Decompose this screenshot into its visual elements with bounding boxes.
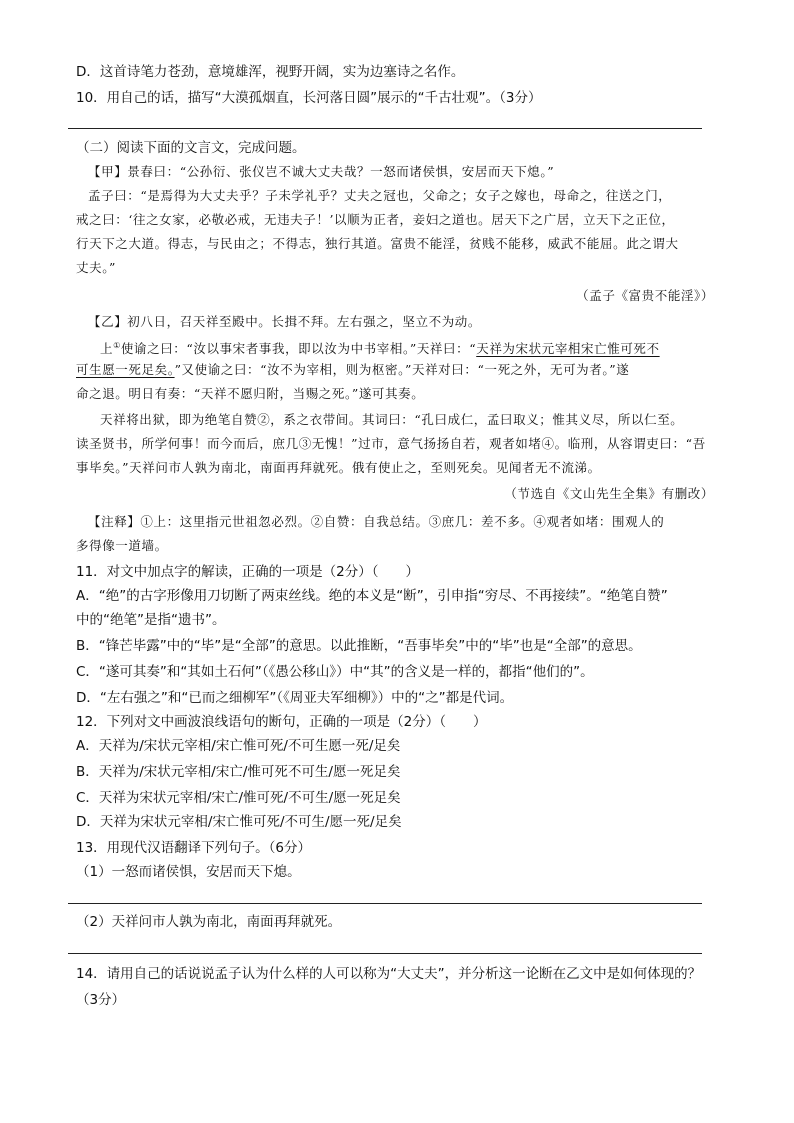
question-12-stem: 12．下列对文中画波浪线语句的断句，正确的一项是（2分）（ ） [76,714,487,730]
yi-paragraph-1: 【乙】初八日，召天祥至殿中。长揖不拜。左右强之，坚立不为动。 [88,314,482,329]
q11-option-d[interactable]: D．“左右强之”和“已而之细柳军”（《周亚夫军细柳》）中的“之”都是代词。 [76,690,514,706]
footnote-1-marker: ① [113,341,121,350]
yi-paragraph-3-line-3: 事毕矣。”天祥问市人孰为南北，南面再拜就死。俄有使止之，至则死矣。见闻者无不流涕。 [76,460,601,475]
answer-line-q13-1[interactable] [68,903,702,904]
yi-p2-text-2: ”又使谕之曰：“汝不为宰相，则为枢密。”天祥对曰：“一死之外，无可为者。”遂 [174,362,630,377]
notes-line-2: 多得像一道墙。 [76,538,168,553]
wavy-underlined-sentence-part-1: 天祥为宋状元宰相宋亡惟可死不 [476,341,660,357]
answer-line-q10[interactable] [68,128,702,129]
jia-paragraph-1: 【甲】景春曰：“公孙衍、张仪岂不诚大丈夫哉？一怒而诸侯惧，安居而天下熄。” [88,164,555,179]
q11-option-c[interactable]: C．“遂可其奏”和“其如土石何”（《愚公移山》）中“其”的含义是一样的，都指“他们的”。 [76,664,594,680]
q13-sentence-2: （2）天祥问市人孰为南北，南面再拜就死。 [76,914,342,930]
q12-option-a[interactable]: A．天祥为/宋状元宰相/宋亡惟可死/不可生愿一死/足矣 [76,738,401,754]
section-2-heading: （二）阅读下面的文言文，完成问题。 [76,140,306,156]
yi-paragraph-3-line-1: 天祥将出狱，即为绝笔自赞②，系之衣带间。其词曰：“孔曰成仁，孟曰取义；惟其义尽，所以仁至。 [100,412,684,427]
yi-p2-text: 使谕之曰：“汝以事宋者事我，即以汝为中书宰相。”天祥曰：“ [120,341,477,357]
q11-option-b[interactable]: B．“锋芒毕露”中的“毕”是“全部”的意思。以此推断，“吾事毕矣”中的“毕”也是“全部”的意思。 [76,638,642,654]
yi-paragraph-2-line-2 [76,360,629,380]
jia-paragraph-2-line-3: 行天下之大道。得志，与民由之；不得志，独行其道。富贵不能淫，贫贱不能移，威武不能屈。此之谓大 [76,236,679,251]
yi-paragraph-3-line-2: 读圣贤书，所学何事！而今而后，庶几③无愧！”过市，意气扬扬自若，观者如堵④。临刑，从容谓吏曰：“吾 [76,436,706,451]
question-14-line-1: 14．请用自己的话说说孟子认为什么样的人可以称为“大丈夫”，并分析这一论断在乙文中是如何体现的？ [76,966,702,982]
question-13-stem: 13．用现代汉语翻译下列句子。（6分） [76,840,312,856]
q9-option-d: D．这首诗笔力苍劲，意境雄浑，视野开阔，实为边塞诗之名作。 [76,64,465,80]
q12-option-b[interactable]: B．天祥为/宋状元宰相/宋亡/惟可死不可生/愿一死足矣 [76,764,401,780]
q12-option-c[interactable]: C．天祥为宋状元宰相/宋亡/惟可死/不可生/愿一死足矣 [76,790,401,806]
question-14-line-2: （3分） [76,992,126,1008]
q12-option-d[interactable]: D．天祥为宋状元宰相/宋亡惟可死/不可生/愿一死/足矣 [76,814,402,830]
q13-sentence-1: （1）一怒而诸侯惧，安居而天下熄。 [76,864,301,880]
jia-source: （孟子《富贵不能淫》） [576,288,714,303]
question-10: 10．用自己的话，描写“大漠孤烟直，长河落日圆”展示的“千古壮观”。（3分） [76,90,542,106]
wavy-underlined-sentence-part-2: 可生愿一死足矣。 [76,362,175,377]
q11-option-a-line-2[interactable]: 中的“绝笔”是指“遗书”。 [76,612,226,628]
jia-paragraph-2-line-4: 丈夫。” [76,260,117,275]
jia-paragraph-2-line-1: 孟子曰：“是焉得为大丈夫乎？子未学礼乎？丈夫之冠也，父命之；女子之嫁也，母命之，往送之门， [88,188,672,203]
notes-line-1: 【注释】①上：这里指元世祖忽必烈。②自赞：自我总结。③庶几：差不多。④观者如堵：围观人的 [88,514,665,529]
yi-paragraph-2-line-1 [100,336,660,359]
q11-option-a-line-1[interactable]: A．“绝”的古字形像用刀切断了两束丝线。绝的本义是“断”，引申指“穷尽、不再接续”。“绝笔自赞” [76,588,668,604]
question-11-stem: 11．对文中加点字的解读，正确的一项是（2分）（ ） [76,564,420,580]
yi-p2-shang: 上 [100,341,114,357]
jia-paragraph-2-line-2: 戒之曰：‘往之女家，必敬必戒，无违夫子！’以顺为正者，妾妇之道也。居天下之广居，立天下之正位， [76,212,675,227]
yi-source: （节选自《文山先生全集》有删改） [504,486,714,501]
yi-paragraph-2-line-3: 命之退。明日有奏：“天祥不愿归附，当赐之死。”遂可其奏。 [76,386,425,401]
answer-line-q13-2[interactable] [68,953,702,954]
